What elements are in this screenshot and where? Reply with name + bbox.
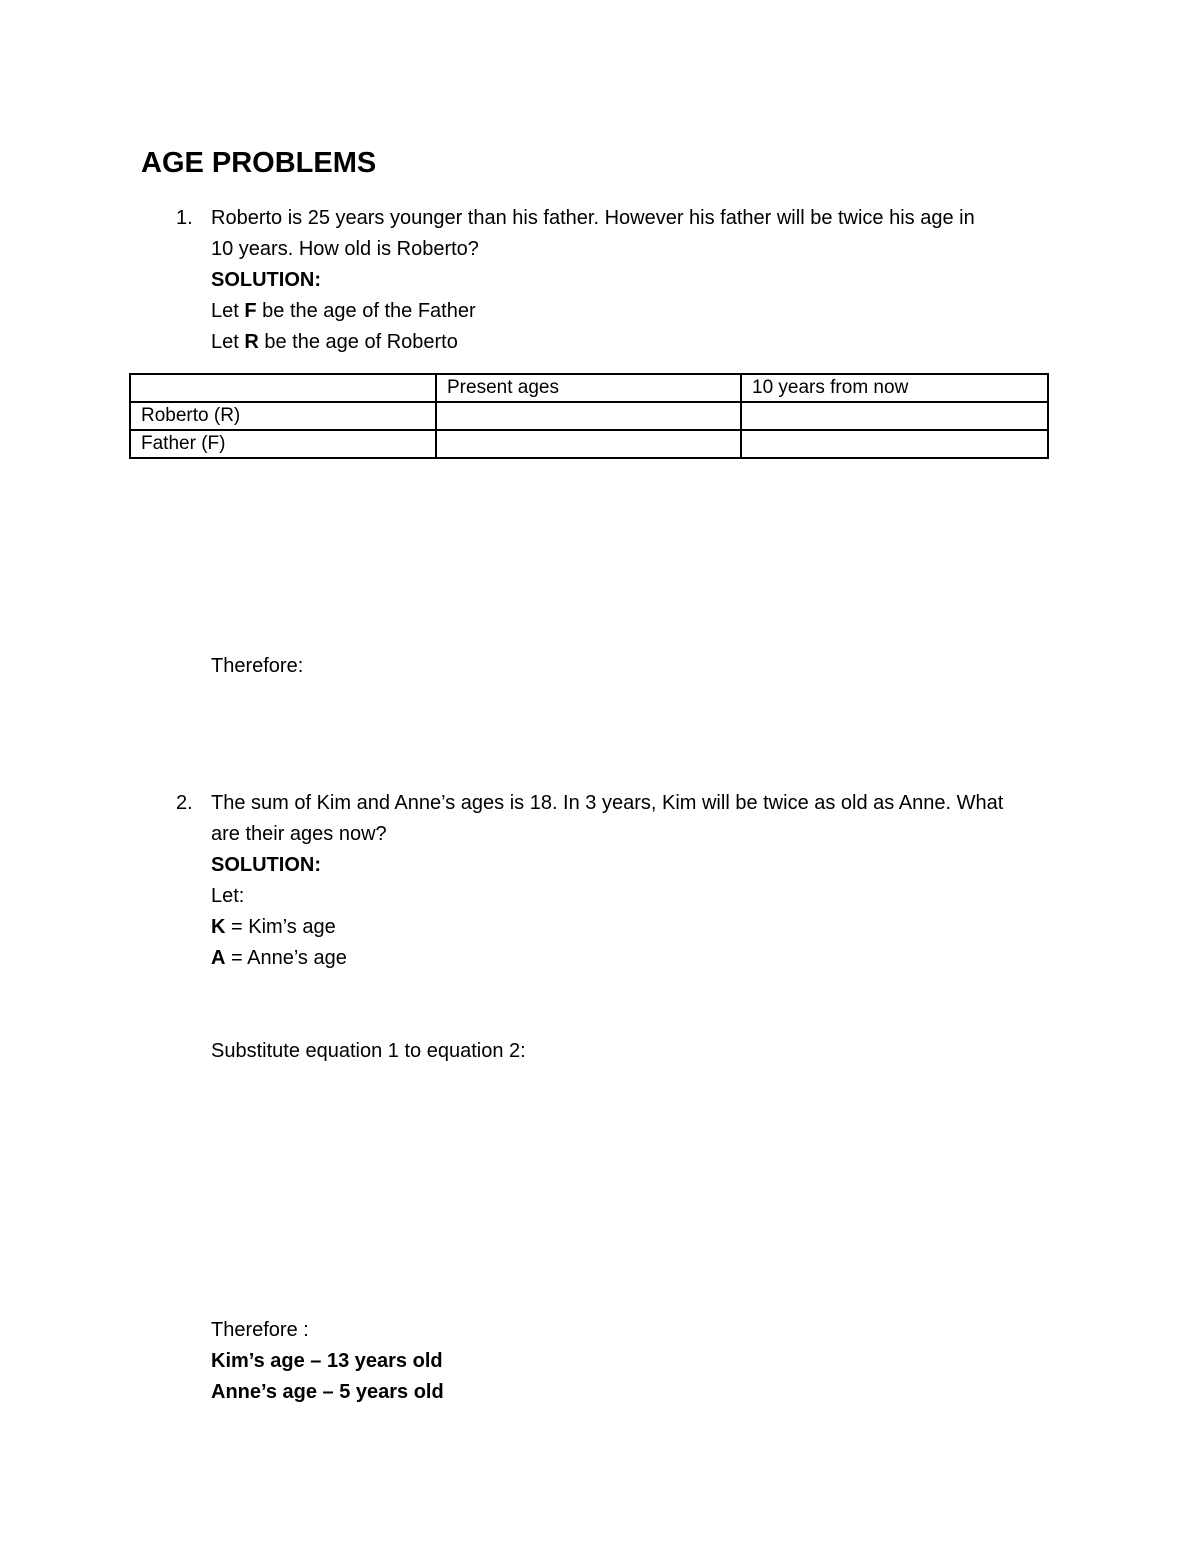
table-header-cell: Present ages: [436, 374, 741, 402]
let-f-prefix: Let: [211, 300, 245, 322]
variable-r: R: [244, 331, 259, 353]
table-header-cell: 10 years from now: [741, 374, 1048, 402]
answer-anne: Anne’s age – 5 years old: [211, 1381, 444, 1403]
table-cell: Roberto (R): [130, 402, 436, 430]
table-cell: [436, 430, 741, 458]
age-table: [129, 373, 1049, 459]
problem-1-let-r: [211, 328, 458, 356]
let-r-prefix: Let: [211, 331, 245, 353]
problem-2-solution-label: SOLUTION:: [211, 854, 321, 876]
problem-2-let-k: [211, 913, 336, 941]
problem-1-therefore: Therefore:: [211, 655, 304, 677]
a-definition: = Anne’s age: [225, 947, 347, 969]
problem-2-text-line-1: The sum of Kim and Anne’s ages is 18. In 3 years, Kim will be twice as old as Anne. What: [211, 792, 1004, 814]
table-row: [130, 402, 1048, 430]
let-r-suffix: be the age of Roberto: [258, 331, 458, 353]
table-cell: Father (F): [130, 430, 436, 458]
table-cell: [436, 402, 741, 430]
problem-1-solution-label: SOLUTION:: [211, 269, 321, 291]
problem-1-text-line-1: Roberto is 25 years younger than his father. However his father will be twice his age in: [211, 207, 975, 229]
variable-f: F: [244, 300, 257, 322]
table-cell: [741, 402, 1048, 430]
table-header-row: [130, 374, 1048, 402]
problem-1-text-line-2: 10 years. How old is Roberto?: [211, 238, 479, 260]
problem-1-number: 1.: [176, 207, 193, 229]
problem-1-let-f: [211, 297, 476, 325]
problem-2-therefore: Therefore :: [211, 1319, 309, 1341]
let-f-suffix: be the age of the Father: [256, 300, 476, 322]
problem-2-let-label: Let:: [211, 885, 245, 907]
answer-kim: Kim’s age – 13 years old: [211, 1350, 443, 1372]
page-title: AGE PROBLEMS: [141, 147, 377, 179]
problem-2-let-a: [211, 944, 347, 972]
variable-a: A: [211, 947, 226, 969]
table-header-cell: [130, 374, 436, 402]
variable-k: K: [211, 916, 226, 938]
problem-2-number: 2.: [176, 792, 193, 814]
table-cell: [741, 430, 1048, 458]
k-definition: = Kim’s age: [225, 916, 336, 938]
problem-2-text-line-2: are their ages now?: [211, 823, 387, 845]
problem-2-substitute: Substitute equation 1 to equation 2:: [211, 1040, 526, 1062]
table-row: [130, 430, 1048, 458]
